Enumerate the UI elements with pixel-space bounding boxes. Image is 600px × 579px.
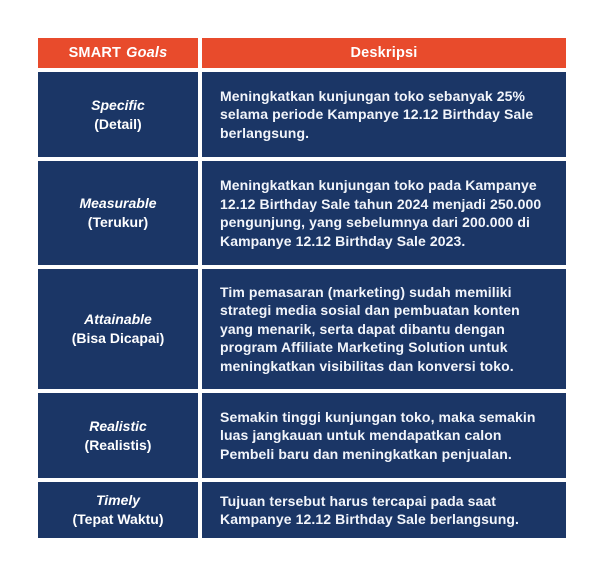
term-cell-timely <box>38 482 198 538</box>
term-sub-label: (Bisa Dicapai) <box>71 330 165 346</box>
term-label: Measurable <box>79 195 157 211</box>
term-label: Specific <box>91 96 145 113</box>
smart-goals-table <box>38 38 566 538</box>
header-goals-text: Goals <box>126 45 168 61</box>
description-text: Meningkatkan kunjungan toko sebanyak 25% selama periode Kampanye 12.12 Birthday Sale berlangsung. <box>220 87 534 141</box>
term-label: Attainable <box>84 311 152 327</box>
term-cell-specific <box>38 72 198 157</box>
term-sub-label: (Terukur) <box>87 214 149 230</box>
description-text: Tujuan tersebut harus tercapai pada saat Kampanye 12.12 Birthday Sale berlangsung. <box>220 492 519 527</box>
term-cell-measurable <box>38 161 198 265</box>
description-text: Semakin tinggi kunjungan toko, maka semakin luas jangkauan untuk mendapatkan calon Pembeli baru dan meningkatkan penjualan. <box>220 408 536 462</box>
header-deskripsi-label: Deskripsi <box>350 45 418 61</box>
term-sub-label: (Realistis) <box>84 436 152 453</box>
description-text: Meningkatkan kunjungan toko pada Kampanye 12.12 Birthday Sale tahun 2024 menjadi 250.000 pengunjung, yang sebelumnya dari 200.000 di Kampanye 12.12 Birthday Sale 2023. <box>220 177 542 249</box>
desc-cell-attainable <box>202 269 566 389</box>
term-label: Timely <box>95 492 141 508</box>
term-sub-label: (Tepat Waktu) <box>72 511 164 527</box>
header-smart-text: SMART <box>68 45 122 61</box>
desc-cell-timely <box>202 482 566 538</box>
header-deskripsi <box>202 38 566 68</box>
term-cell-attainable <box>38 269 198 389</box>
term-sub-label: (Detail) <box>94 115 142 132</box>
desc-cell-specific <box>202 72 566 157</box>
term-label: Realistic <box>89 417 147 434</box>
header-smart-goals-label <box>69 45 168 61</box>
header-smart-goals <box>38 38 198 68</box>
desc-cell-measurable <box>202 161 566 265</box>
term-cell-realistic <box>38 393 198 478</box>
description-text: Tim pemasaran (marketing) sudah memiliki strategi media sosial dan pembuatan konten yang menarik, serta dapat dibantu dengan program Affiliate Marketing Solution untuk meningkatkan visibilitas dan konversi toko. <box>220 283 520 374</box>
desc-cell-realistic <box>202 393 566 478</box>
